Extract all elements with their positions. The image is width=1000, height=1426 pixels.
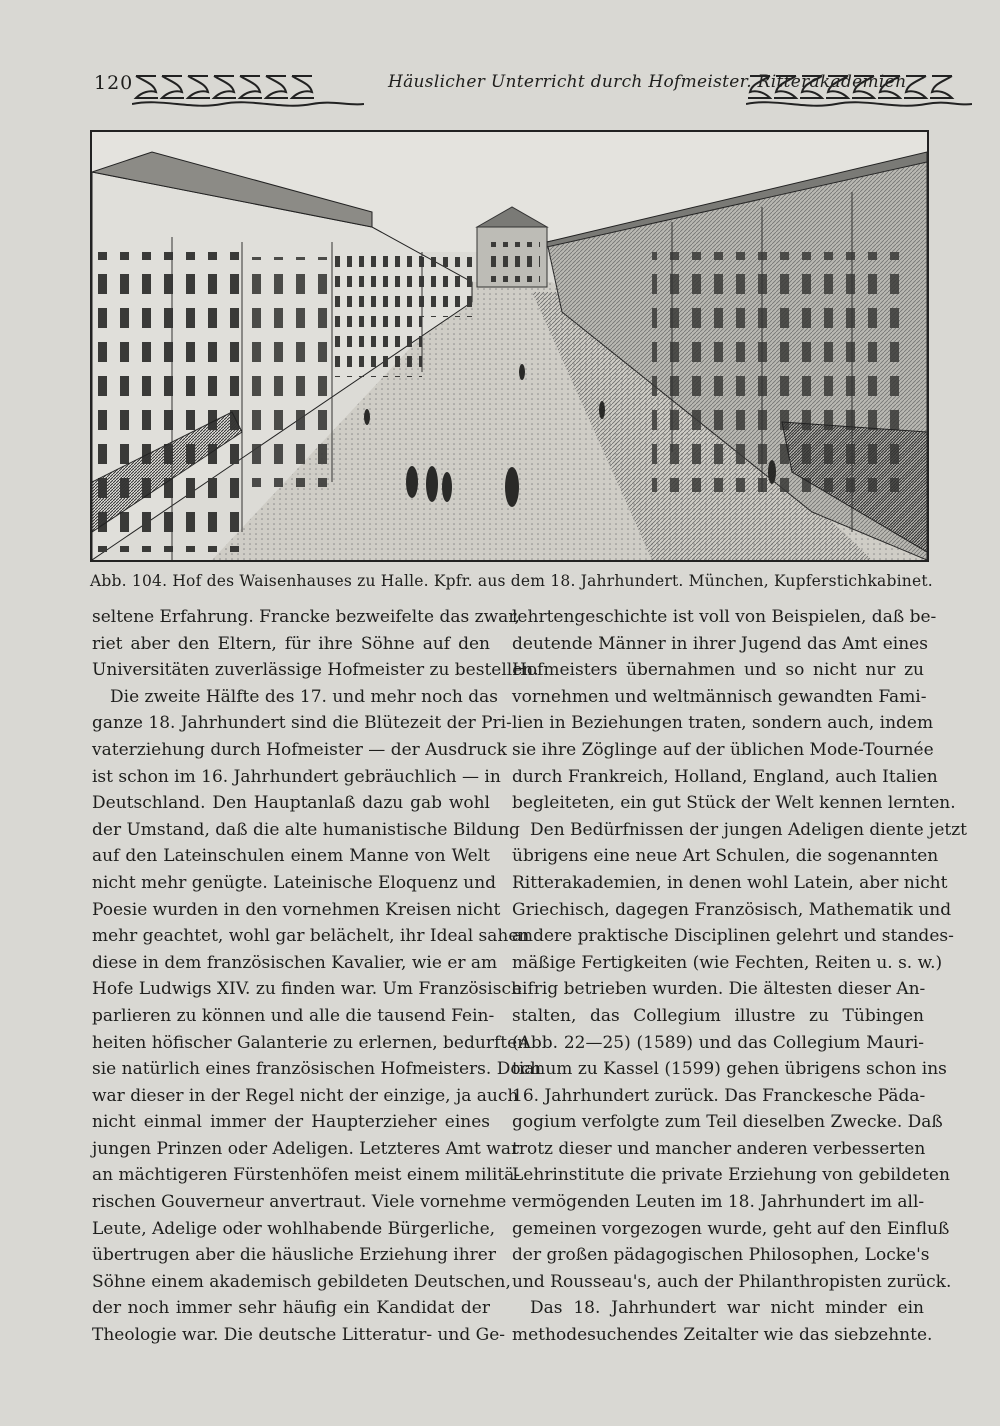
text-line: heiten höfischer Galanterie zu erlernen, bedurften: [92, 1032, 529, 1053]
text-line: (Abb. 22—25) (1589) und das Collegium Mauri-: [512, 1032, 924, 1053]
figure-caption: Abb. 104. Hof des Waisenhauses zu Halle. Kpfr. aus dem 18. Jahrhundert. München, Kupferstichkabinet.: [90, 572, 933, 590]
text-line: tianum zu Kassel (1599) gehen übrigens schon ins: [512, 1059, 947, 1080]
text-line: vaterziehung durch Hofmeister — der Ausdruck: [92, 739, 507, 760]
text-line: stalten, das Collegium illustre zu Tübingen: [512, 1005, 924, 1026]
text-line: diese in dem französischen Kavalier, wie er am: [92, 952, 498, 973]
text-line: methodesuchendes Zeitalter wie das siebzehnte.: [512, 1325, 933, 1346]
text-line: Ritterakademien, in denen wohl Latein, aber nicht: [512, 872, 948, 893]
text-line: parlieren zu können und alle die tausend Fein-: [92, 1005, 495, 1026]
text-line: riet aber den Eltern, für ihre Söhne auf den: [92, 633, 490, 654]
text-line: rischen Gouverneur anvertraut. Viele vornehme: [92, 1192, 507, 1213]
text-line: gogium verfolgte zum Teil dieselben Zwecke. Daß: [512, 1112, 943, 1133]
text-line: Deutschland. Den Hauptanlaß dazu gab wohl: [92, 793, 490, 814]
text-line: seltene Erfahrung. Francke bezweifelte das zwar,: [92, 607, 520, 627]
text-line: sie ihre Zöglinge auf der üblichen Mode-Tournée: [512, 739, 934, 760]
text-line: gemeinen vorgezogen wurde, geht auf den Einfluß: [512, 1218, 950, 1239]
text-line: deutende Männer in ihrer Jugend das Amt eines: [512, 633, 928, 654]
text-line: war dieser in der Regel nicht der einzige, ja auch: [92, 1085, 519, 1106]
text-line: lehrtengeschichte ist voll von Beispielen, daß be-: [512, 607, 937, 627]
text-line: Poesie wurden in den vornehmen Kreisen nicht: [92, 899, 501, 920]
text-column-right: [512, 604, 967, 1349]
text-line: begleiteten, ein gut Stück der Welt kennen lernten.: [512, 793, 956, 814]
text-line: trotz dieser und mancher anderen verbesserten: [512, 1138, 926, 1159]
text-line: übrigens eine neue Art Schulen, die sogenannten: [512, 846, 939, 867]
text-line: der Umstand, daß die alte humanistische Bildung: [92, 819, 520, 840]
text-line: Universitäten zuverlässige Hofmeister zu bestellen.: [92, 660, 539, 681]
text-line: Die zweite Hälfte des 17. und mehr noch das: [110, 686, 498, 707]
engraving-figure: [90, 130, 929, 562]
text-line: jungen Prinzen oder Adeligen. Letzteres Amt war: [92, 1138, 520, 1159]
text-line: und Rousseau's, auch der Philanthropisten zurück.: [512, 1271, 952, 1292]
text-line: an mächtigeren Fürstenhöfen meist einem militä-: [92, 1165, 521, 1186]
text-line: Griechisch, dagegen Französisch, Mathematik und: [512, 899, 952, 920]
running-title: Häuslicher Unterricht durch Hofmeister. Ritterakademien: [388, 72, 907, 92]
text-line: sie natürlich eines französischen Hofmeisters. Doch: [92, 1059, 542, 1080]
ornament-left: [132, 70, 364, 110]
text-line: durch Frankreich, Holland, England, auch Italien: [512, 766, 938, 787]
text-line: vornehmen und weltmännisch gewandten Fami-: [512, 686, 927, 707]
text-line: Leute, Adelige oder wohlhabende Bürgerliche,: [92, 1218, 496, 1239]
text-line: Den Bedürfnissen der jungen Adeligen diente jetzt: [530, 819, 967, 840]
text-line: 16. Jahrhundert zurück. Das Franckesche Päda-: [512, 1085, 926, 1106]
text-line: ganze 18. Jahrhundert sind die Blütezeit der Pri-: [92, 713, 512, 734]
text-line: Hofmeisters übernahmen und so nicht nur zu: [512, 660, 924, 681]
text-line: eifrig betrieben wurden. Die ältesten dieser An-: [512, 979, 926, 1000]
running-head: [88, 70, 930, 114]
text-line: mäßige Fertigkeiten (wie Fechten, Reiten u. s. w.): [512, 952, 943, 973]
ornament-right: [746, 70, 972, 110]
text-line: ist schon im 16. Jahrhundert gebräuchlich — in: [92, 766, 501, 787]
text-line: andere praktische Disciplinen gelehrt und standes-: [512, 926, 954, 947]
text-line: Lehrinstitute die private Erziehung von gebildeten: [512, 1165, 950, 1186]
text-line: mehr geachtet, wohl gar belächelt, ihr Ideal sahen: [92, 926, 530, 947]
text-line: übertrugen aber die häusliche Erziehung ihrer: [92, 1245, 496, 1266]
text-line: Hofe Ludwigs XIV. zu finden war. Um Französisch: [92, 979, 522, 1000]
text-line: der großen pädagogischen Philosophen, Locke's: [512, 1245, 930, 1266]
text-line: auf den Lateinschulen einem Manne von Welt: [92, 846, 490, 867]
text-line: lien in Beziehungen traten, sondern auch, indem: [512, 713, 934, 734]
text-line: Theologie war. Die deutsche Litteratur- und Ge-: [92, 1325, 506, 1346]
text-line: der noch immer sehr häufig ein Kandidat der: [92, 1298, 490, 1319]
engraving-courtyard-image: [92, 132, 927, 560]
text-line: nicht einmal immer der Haupterzieher eines: [92, 1112, 490, 1133]
page-number: 120: [94, 72, 134, 94]
text-line: nicht mehr genügte. Lateinische Eloquenz und: [92, 872, 497, 893]
text-line: Söhne einem akademisch gebildeten Deutschen,: [92, 1271, 511, 1292]
text-line: vermögenden Leuten im 18. Jahrhundert im all-: [512, 1192, 925, 1213]
text-line: Das 18. Jahrhundert war nicht minder ein: [530, 1298, 924, 1319]
text-column-left: [92, 604, 542, 1349]
